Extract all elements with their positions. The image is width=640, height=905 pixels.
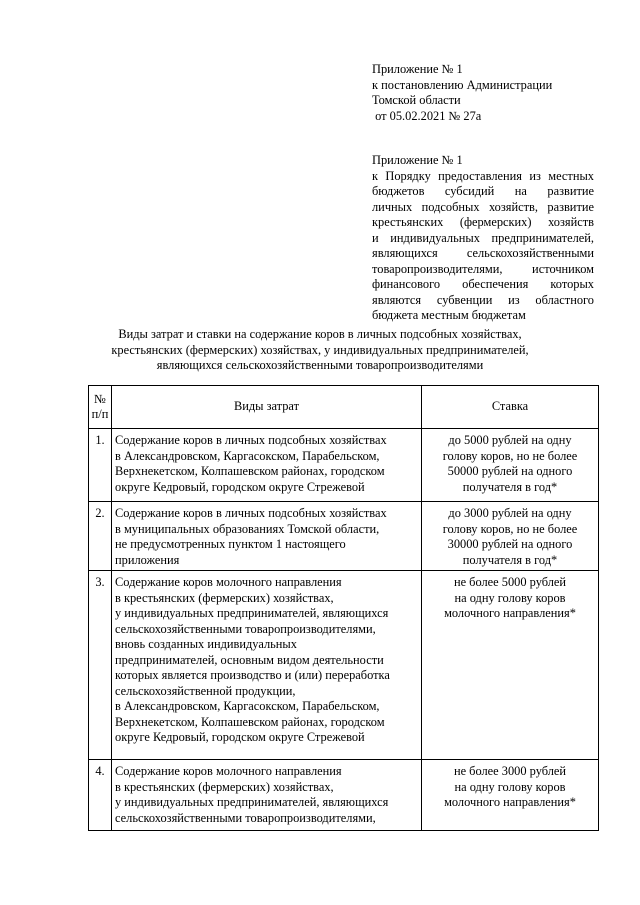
appendix-date-line: от 05.02.2021 № 27а — [372, 108, 482, 123]
title-line: крестьянских (фермерских) хозяйствах, у индивидуальных предпринимателей, — [111, 342, 529, 357]
header-number: № п/п — [89, 386, 112, 429]
title-line: являющихся сельскохозяйственными товаропроизводителями — [156, 358, 484, 372]
cost-type-cell: Содержание коров молочного направления в крестьянских (фермерских) хозяйствах, у индивидуальных предпринимателей, являющихся сельскохозяйственными товаропроизводителями, вновь созданных индивидуальных предпринимателей, основным видом деятельности которых является производство и (или) переработка сельскохозяйственной продукции, в Александровском, Каргасокском, Парабельском, Верхнекетском, Колпашевском районах, городском округе Кедровый, городском округе Стрежевой — [112, 571, 422, 760]
appendix-line: Томской области — [372, 93, 461, 107]
row-number: 2. — [89, 502, 112, 571]
procedure-line: являются субвенции из областного — [372, 292, 594, 307]
appendix-header — [372, 62, 594, 124]
row-number: 1. — [89, 429, 112, 502]
procedure-line: финансового обеспечения которых — [372, 277, 594, 291]
row-number: 3. — [89, 571, 112, 760]
procedure-line: являющихся сельскохозяйственными — [372, 246, 594, 260]
appendix-line: Приложение № 1 — [372, 62, 463, 76]
cost-type-cell: Содержание коров молочного направления в крестьянских (фермерских) хозяйствах, у индивидуальных предпринимателей, являющихся сельскохозяйственными товаропроизводителями, — [112, 760, 422, 831]
title-line: Виды затрат и ставки на содержание коров в личных подсобных хозяйствах, — [118, 327, 522, 341]
cost-type-cell: Содержание коров в личных подсобных хозяйствах в муниципальных образованиях Томской области, не предусмотренных пунктом 1 настоящего приложения — [112, 502, 422, 571]
procedure-header — [372, 153, 594, 324]
rate-cell: до 5000 рублей на одну голову коров, но не более 50000 рублей на одного получателя в год* — [422, 429, 599, 502]
header-rate: Ставка — [422, 386, 599, 429]
cost-rates-table — [88, 385, 599, 831]
rate-cell: не более 5000 рублей на одну голову коров молочного направления* — [422, 571, 599, 760]
table-row — [89, 429, 599, 502]
appendix-line: к постановлению Администрации — [372, 77, 553, 92]
procedure-line: крестьянских (фермерских) хозяйств — [372, 215, 594, 229]
table-row — [89, 571, 599, 760]
procedure-title-line: Приложение № 1 — [372, 153, 463, 167]
procedure-line: бюджета местным бюджетам — [372, 308, 526, 322]
procedure-line: личных подсобных хозяйств, развитие — [372, 199, 594, 214]
procedure-line: товаропроизводителями, источником — [372, 261, 594, 276]
header-cost-type: Виды затрат — [112, 386, 422, 429]
table-row — [89, 502, 599, 571]
procedure-line: и индивидуальных предпринимателей, — [372, 230, 594, 245]
procedure-line: к Порядку предоставления из местных — [372, 168, 594, 183]
table-row — [89, 760, 599, 831]
row-number: 4. — [89, 760, 112, 831]
rate-cell: до 3000 рублей на одну голову коров, но не более 30000 рублей на одного получателя в год* — [422, 502, 599, 571]
document-title — [40, 327, 600, 374]
table-header-row — [89, 386, 599, 429]
cost-type-cell: Содержание коров в личных подсобных хозяйствах в Александровском, Каргасокском, Парабельском, Верхнекетском, Колпашевском районах, городском округе Кедровый, городском округе Стрежевой — [112, 429, 422, 502]
rate-cell: не более 3000 рублей на одну голову коров молочного направления* — [422, 760, 599, 831]
procedure-line: бюджетов субсидий на развитие — [372, 184, 594, 198]
